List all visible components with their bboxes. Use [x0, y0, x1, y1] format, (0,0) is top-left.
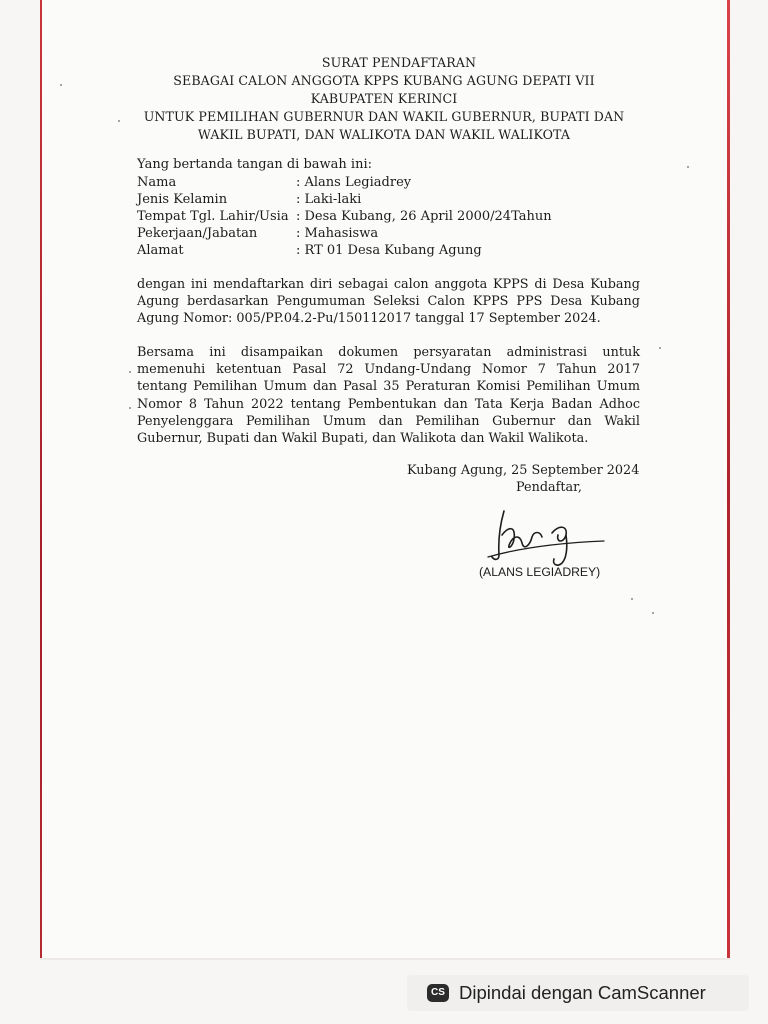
field-value: : Laki-laki [296, 192, 362, 207]
letter-header [0, 54, 768, 144]
field-row-tempat-tgl-lahir [137, 208, 552, 225]
paragraph-line: memenuhi ketentuan Pasal 72 Undang-Undang Nomor 7 Tahun 2017 [137, 362, 640, 378]
scan-speck [129, 371, 131, 373]
documents-paragraph [137, 344, 640, 447]
handwritten-signature [486, 505, 612, 567]
page-right-edge [727, 0, 730, 960]
field-label: Nama [137, 175, 177, 190]
letter-page [40, 0, 730, 960]
paragraph-line: Gubernur, Bupati dan Wakil Bupati, dan Walikota dan Wakil Walikota. [137, 431, 589, 447]
paragraph-line: Agung berdasarkan Pengumuman Seleksi Calon KPPS PPS Desa Kubang [137, 294, 640, 310]
camscanner-logo-icon: CS [427, 984, 449, 1002]
paragraph-line: tentang Pemilihan Umum dan Pasal 35 Peraturan Komisi Pemilihan Umum [137, 379, 640, 395]
scan-speck [631, 598, 633, 600]
header-title: SURAT PENDAFTARAN [321, 55, 477, 70]
header-line: SEBAGAI CALON ANGGOTA KPPS KUBANG AGUNG DEPATI VII [173, 73, 595, 88]
scan-speck [659, 347, 661, 349]
paragraph-line: dengan ini mendaftarkan diri sebagai calon anggota KPPS di Desa Kubang [137, 277, 640, 292]
field-value: : Desa Kubang, 26 April 2000/24Tahun [296, 209, 552, 224]
camscanner-text: Dipindai dengan CamScanner [459, 982, 706, 1003]
scan-speck [129, 407, 131, 409]
identity-fields [137, 156, 552, 259]
field-label: Pekerjaan/Jabatan [137, 226, 258, 241]
header-line: WAKIL BUPATI, DAN WALIKOTA DAN WAKIL WALIKOTA [197, 127, 571, 142]
page-left-edge [40, 0, 42, 960]
field-value: : Alans Legiadrey [296, 175, 412, 190]
field-label: Tempat Tgl. Lahir/Usia [137, 209, 289, 224]
field-row-alamat [137, 242, 482, 259]
scan-speck [652, 612, 654, 614]
field-row-pekerjaan [137, 225, 379, 242]
field-row-nama [137, 174, 412, 191]
intro-text: Yang bertanda tangan di bawah ini: [137, 157, 372, 172]
field-value: : RT 01 Desa Kubang Agung [296, 243, 482, 258]
header-line: UNTUK PEMILIHAN GUBERNUR DAN WAKIL GUBERNUR, BUPATI DAN [143, 109, 625, 124]
paragraph-line: Agung Nomor: 005/PP.04.2-Pu/150112017 tanggal 17 September 2024. [137, 311, 601, 327]
paragraph-line: Nomor 8 Tahun 2022 tentang Pembentukan dan Tata Kerja Badan Adhoc [137, 396, 640, 412]
place-date: Kubang Agung, 25 September 2024 [407, 463, 640, 478]
paragraph-line: Bersama ini disampaikan dokumen persyaratan administrasi untuk [137, 345, 640, 360]
registration-paragraph [137, 276, 640, 328]
field-value: : Mahasiswa [296, 226, 379, 241]
signer-role: Pendaftar, [516, 480, 582, 495]
signer-name: (ALANS LEGIADREY) [479, 565, 601, 579]
camscanner-badge [407, 975, 749, 1011]
field-label: Alamat [137, 243, 184, 258]
field-label: Jenis Kelamin [137, 192, 228, 207]
field-row-jenis-kelamin [137, 191, 372, 208]
scan-speck [687, 166, 689, 168]
header-line: KABUPATEN KERINCI [310, 91, 458, 106]
page-bottom-edge [40, 958, 730, 960]
paragraph-line: Penyelenggara Pemilihan Umum dan Pemilihan Gubernur dan Wakil [137, 413, 640, 429]
